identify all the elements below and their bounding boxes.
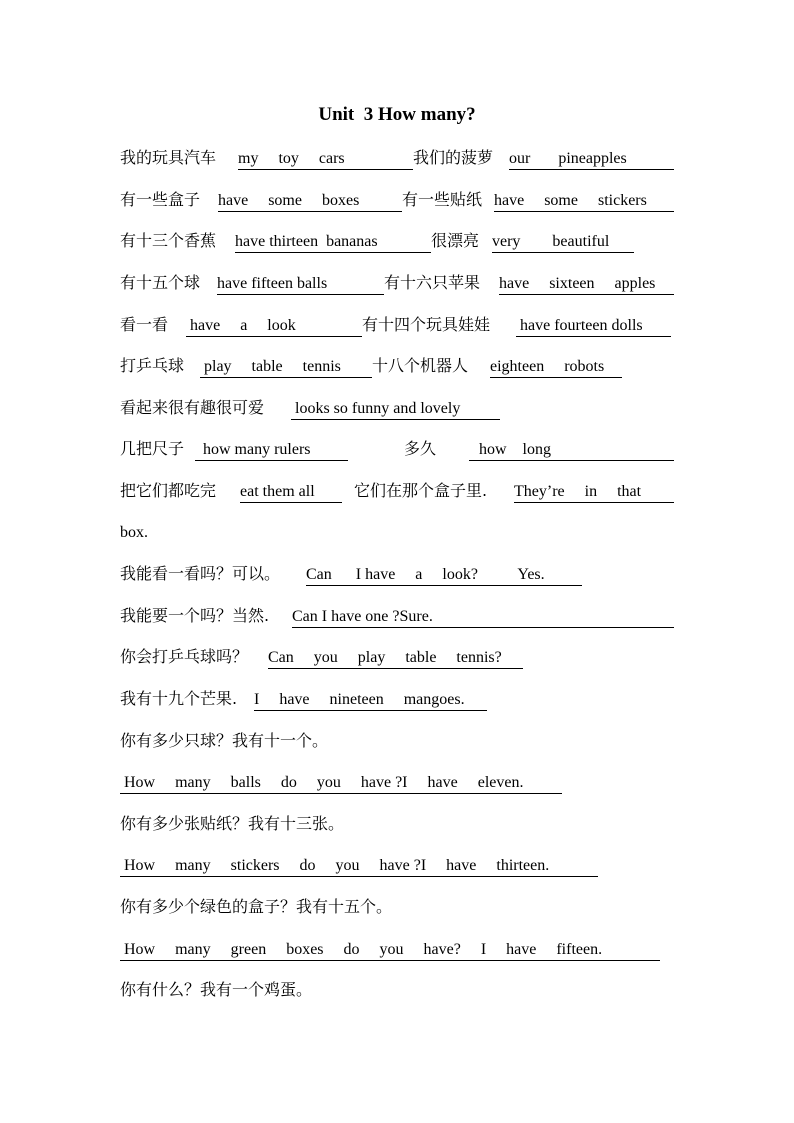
chinese-prompt: 多久 xyxy=(404,439,437,458)
chinese-prompt: 有十六只苹果 xyxy=(384,273,481,292)
english-answer: have sixteen apples xyxy=(499,274,674,295)
vocab-row xyxy=(120,313,676,341)
continued-answer: box. xyxy=(120,524,148,541)
sentence-row xyxy=(120,812,676,840)
chinese-prompt: 它们在那个盒子里. xyxy=(354,481,488,500)
english-answer: Can you play table tennis? xyxy=(268,648,523,669)
chinese-prompt: 你有多少只球？我有十一个。 xyxy=(120,731,329,750)
sentence-row xyxy=(120,895,676,923)
english-answer: have some stickers xyxy=(494,191,674,212)
vocab-row xyxy=(120,396,676,424)
vocab-row xyxy=(120,354,676,382)
chinese-prompt: 我能看一看吗？可以。 xyxy=(120,564,281,583)
vocab-row xyxy=(120,271,676,299)
vocab-row xyxy=(120,479,676,507)
chinese-prompt: 有十四个玩具娃娃 xyxy=(362,315,491,334)
english-answer: eat them all xyxy=(240,482,342,503)
sentence-row xyxy=(120,729,676,757)
page-title: Unit 3 How many? xyxy=(318,104,476,125)
sentence-row xyxy=(120,937,676,965)
chinese-prompt: 看起来很有趣很可爱 xyxy=(120,398,265,417)
chinese-prompt: 我能要一个吗？当然. xyxy=(120,606,270,625)
vocab-row xyxy=(120,437,676,465)
chinese-prompt: 你有多少张贴纸？我有十三张。 xyxy=(120,814,345,833)
english-answer: how many rulers xyxy=(195,440,348,461)
english-answer: have some boxes xyxy=(218,191,402,212)
sentence-row xyxy=(120,604,676,632)
chinese-prompt: 很漂亮 xyxy=(431,231,480,250)
vocab-row xyxy=(120,146,676,174)
sentence-row xyxy=(120,770,676,798)
english-answer: Can I have one ?Sure. xyxy=(292,607,674,628)
sentence-row xyxy=(120,687,676,715)
sentence-row xyxy=(120,978,676,1006)
english-answer: They’re in that xyxy=(514,482,674,503)
chinese-prompt: 我有十九个芒果. xyxy=(120,689,238,708)
chinese-prompt: 你有什么？我有一个鸡蛋。 xyxy=(120,980,313,999)
english-answer: my toy cars xyxy=(238,149,413,170)
english-answer: very beautiful xyxy=(492,232,634,253)
english-answer: play table tennis xyxy=(200,357,372,378)
english-answer: Can I have a look? Yes. xyxy=(306,565,582,586)
english-answer: have thirteen bananas xyxy=(235,232,431,253)
english-answer: how long xyxy=(469,440,674,461)
chinese-prompt: 你有多少个绿色的盒子？我有十五个。 xyxy=(120,897,393,916)
english-answer: have fifteen balls xyxy=(217,274,384,295)
english-answer: have fourteen dolls xyxy=(516,316,671,337)
english-answer: eighteen robots xyxy=(490,357,622,378)
sentence-row xyxy=(120,562,676,590)
english-answer: How many green boxes do you have? I have fifteen. xyxy=(120,940,660,961)
vocab-row xyxy=(120,188,676,216)
english-answer: I have nineteen mangoes. xyxy=(254,690,487,711)
sentence-row xyxy=(120,853,676,881)
chinese-prompt: 十八个机器人 xyxy=(372,356,469,375)
chinese-prompt: 我们的菠萝 xyxy=(413,148,494,167)
english-answer: How many stickers do you have ?I have thirteen. xyxy=(120,856,598,877)
chinese-prompt: 有一些盒子 xyxy=(120,190,201,209)
chinese-prompt: 我的玩具汽车 xyxy=(120,148,217,167)
chinese-prompt: 有一些贴纸 xyxy=(402,190,483,209)
english-answer: have a look xyxy=(186,316,362,337)
english-answer: our pineapples xyxy=(509,149,674,170)
chinese-prompt: 几把尺子 xyxy=(120,439,185,458)
chinese-prompt: 把它们都吃完 xyxy=(120,481,217,500)
english-answer: How many balls do you have ?I have eleven. xyxy=(120,773,562,794)
chinese-prompt: 你会打乒乓球吗？ xyxy=(120,647,249,666)
chinese-prompt: 打乒乓球 xyxy=(120,356,185,375)
sentence-row xyxy=(120,645,676,673)
chinese-prompt: 有十三个香蕉 xyxy=(120,231,217,250)
english-answer: looks so funny and lovely xyxy=(291,399,500,420)
vocab-row xyxy=(120,229,676,257)
vocab-row xyxy=(120,520,676,548)
chinese-prompt: 看一看 xyxy=(120,315,169,334)
chinese-prompt: 有十五个球 xyxy=(120,273,201,292)
